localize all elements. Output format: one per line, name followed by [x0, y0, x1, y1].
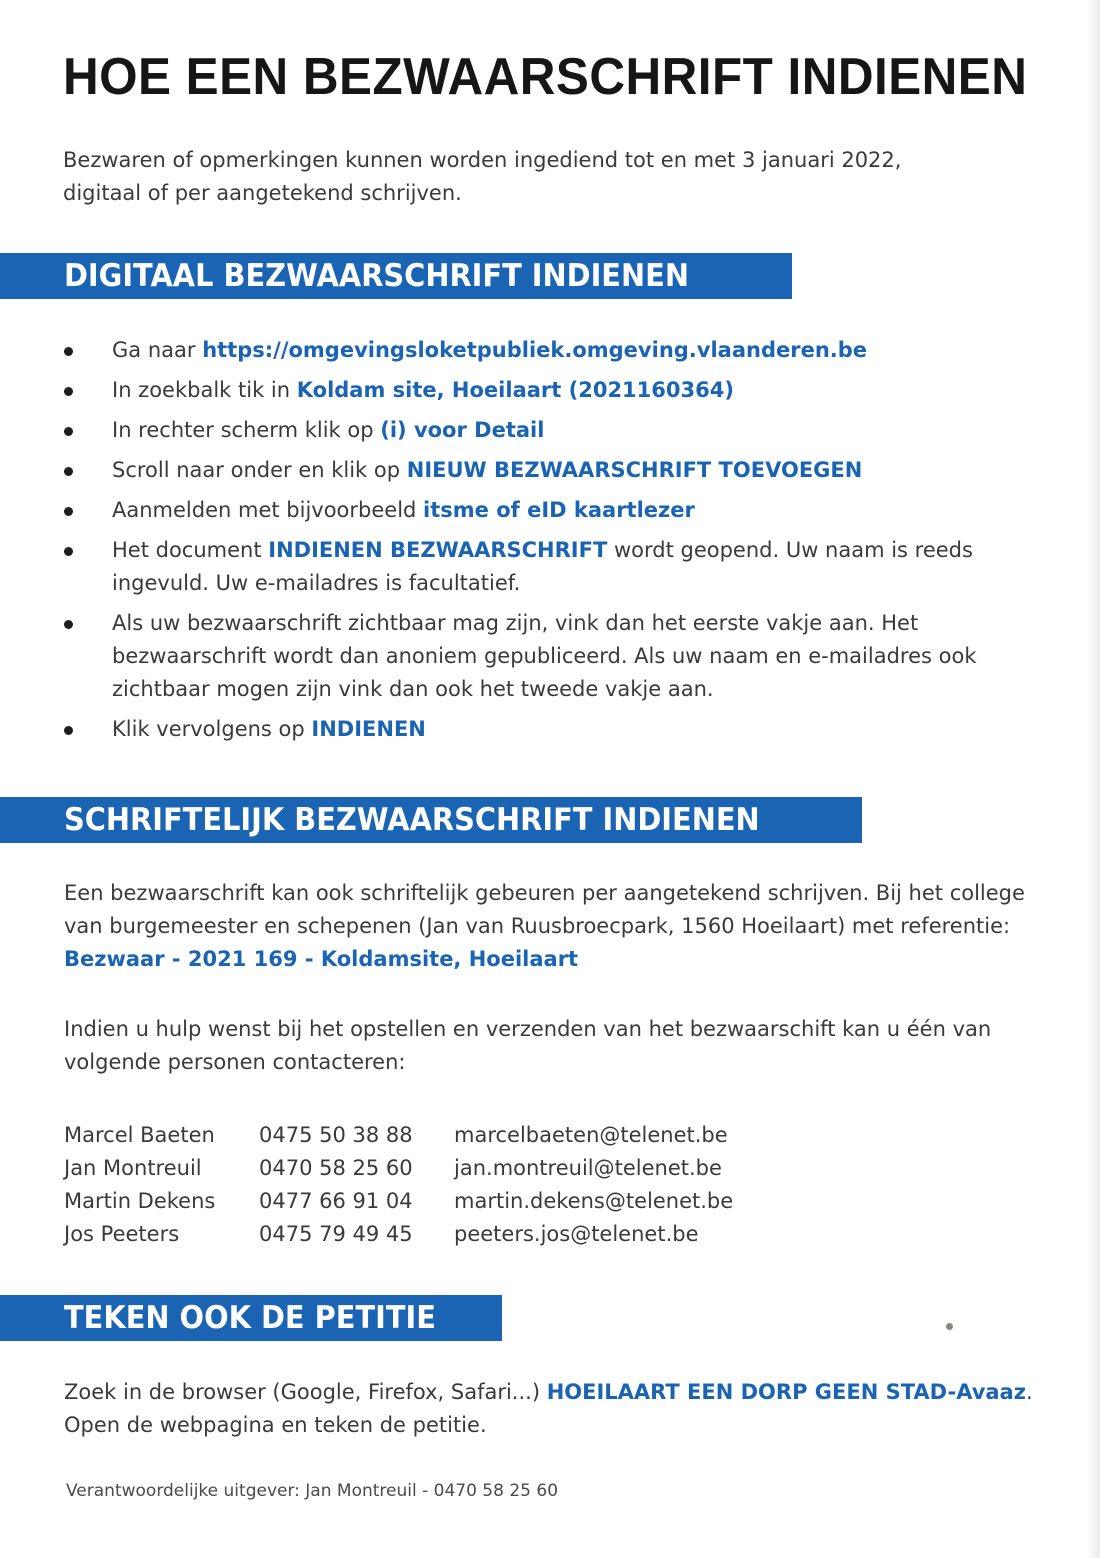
contacts-table [64, 1118, 733, 1250]
table-row [64, 1118, 733, 1151]
contact-phone: 0470 58 25 60 [259, 1155, 413, 1180]
bullet-icon [64, 547, 73, 556]
list-item [0, 374, 1060, 407]
contact-email: marcelbaeten@telenet.be [454, 1122, 728, 1147]
bullet-icon [64, 347, 73, 356]
list-item [0, 534, 1060, 600]
contact-phone: 0475 79 49 45 [259, 1221, 413, 1246]
step-highlight: https://omgevingsloketpubliek.omgeving.vlaanderen.be [202, 338, 868, 362]
list-item [0, 454, 1060, 487]
list-item [0, 414, 1060, 447]
table-row [64, 1217, 733, 1250]
bullet-icon [64, 507, 73, 516]
written-paragraph [64, 877, 1039, 976]
reference-highlight: Bezwaar - 2021 169 - Koldamsite, Hoeilaart [64, 947, 579, 971]
contact-name: Martin Dekens [64, 1188, 216, 1213]
intro-line: Bezwaren of opmerkingen kunnen worden ingediend tot en met 3 januari 2022, [63, 148, 902, 172]
table-row [64, 1151, 733, 1184]
step-text: In rechter scherm klik op [112, 418, 381, 442]
step-highlight: (i) voor Detail [380, 418, 545, 442]
list-item [0, 607, 1060, 706]
step-highlight: itsme of eID kaartlezer [423, 498, 695, 522]
paper-speck [946, 1323, 953, 1330]
petition-text: Zoek in de browser (Google, Firefox, Safari...) [64, 1380, 547, 1404]
written-text: Een bezwaarschrift kan ook schriftelijk gebeuren per aangetekend schrijven. Bij het college van burgemeester en schepenen (Jan van Ruusbroecpark, 1560 Hoeilaart) met referentie: [64, 881, 1025, 938]
petition-highlight: HOEILAART EEN DORP GEEN STAD-Avaaz [546, 1380, 1026, 1404]
bullet-icon [64, 467, 73, 476]
step-highlight: INDIENEN [311, 717, 426, 741]
section-heading-digital [0, 253, 792, 299]
petition-text-after: . Open de webpagina en teken de petitie. [64, 1380, 1033, 1437]
intro-text [63, 144, 1023, 210]
contact-name: Marcel Baeten [64, 1122, 215, 1147]
step-highlight: INDIENEN BEZWAARSCHRIFT [268, 538, 608, 562]
step-text: Scroll naar onder en klik op [112, 458, 407, 482]
bullet-icon [64, 427, 73, 436]
bullet-icon [64, 620, 73, 629]
contact-name: Jos Peeters [64, 1221, 180, 1246]
step-text: Klik vervolgens op [112, 717, 312, 741]
step-text: In zoekbalk tik in [112, 378, 297, 402]
list-item [0, 334, 1060, 367]
list-item [0, 494, 1060, 527]
table-row [64, 1184, 733, 1217]
bullet-icon [64, 387, 73, 396]
help-paragraph: Indien u hulp wenst bij het opstellen en verzenden van het bezwaarschift kan u één van volgende personen contacteren: [64, 1017, 992, 1074]
step-text: Aanmelden met bijvoorbeeld [112, 498, 424, 522]
digital-steps-list [0, 334, 1060, 753]
petition-paragraph [64, 1376, 1039, 1442]
responsible-publisher: Verantwoordelijke uitgever: Jan Montreuil - 0470 58 25 60 [66, 1481, 559, 1501]
section-heading-label: TEKEN OOK DE PETITIE [64, 1300, 436, 1336]
step-highlight: NIEUW BEZWAARSCHRIFT TOEVOEGEN [406, 458, 863, 482]
contact-phone: 0475 50 38 88 [259, 1122, 413, 1147]
contact-email: peeters.jos@telenet.be [454, 1221, 699, 1246]
section-heading-petition [0, 1295, 502, 1341]
step-text: Ga naar [112, 338, 203, 362]
section-heading-written [0, 797, 862, 843]
section-heading-label: DIGITAAL BEZWAARSCHRIFT INDIENEN [64, 258, 689, 294]
list-item [0, 713, 1060, 746]
contact-name: Jan Montreuil [64, 1155, 202, 1180]
intro-line: digitaal of per aangetekend schrijven. [63, 181, 462, 205]
contact-phone: 0477 66 91 04 [259, 1188, 413, 1213]
contact-email: martin.dekens@telenet.be [454, 1188, 734, 1213]
step-highlight: Koldam site, Hoeilaart (2021160364) [296, 378, 734, 402]
page-title: HOE EEN BEZWAARSCHRIFT INDIENEN [63, 48, 1028, 106]
contact-email: jan.montreuil@telenet.be [454, 1155, 722, 1180]
section-heading-label: SCHRIFTELIJK BEZWAARSCHRIFT INDIENEN [64, 802, 760, 838]
step-text-after: wordt geopend. Uw naam is reeds ingevuld. Uw e-mailadres is facultatief. [112, 538, 973, 595]
step-text: Het document [112, 538, 269, 562]
bullet-icon [64, 726, 73, 735]
step-text: Als uw bezwaarschrift zichtbaar mag zijn, vink dan het eerste vakje aan. Het bezwaarschrift wordt dan anoniem gepubliceerd. Als uw naam en e-mailadres ook zichtbaar mogen zijn vink dan ook het tweede vakje aan. [112, 611, 977, 701]
